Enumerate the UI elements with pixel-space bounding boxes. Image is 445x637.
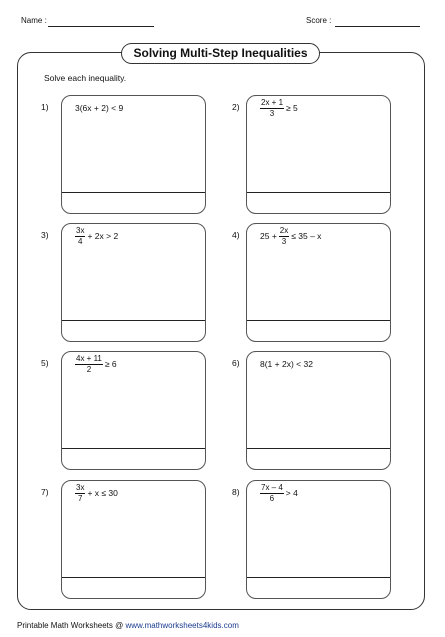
expression-term: + x ≤ 30 (87, 488, 118, 498)
footer-link[interactable]: www.mathworksheets4kids.com (125, 621, 239, 630)
problem-expression (74, 354, 118, 375)
problem-expression (259, 226, 322, 247)
problem-number: 7) (41, 487, 49, 497)
numerator: 4x + 11 (76, 354, 102, 363)
problem-box[interactable] (61, 223, 206, 342)
expression-term: ≤ 35 – x (291, 231, 322, 241)
fraction (75, 354, 103, 375)
denominator: 6 (269, 494, 275, 503)
denominator: 7 (78, 494, 83, 503)
problem-number: 2) (232, 102, 240, 112)
problem-expression (74, 103, 124, 114)
instruction-text: Solve each inequality. (44, 73, 127, 83)
answer-line[interactable] (247, 192, 390, 193)
problem-number: 6) (232, 358, 240, 368)
problem-expression (74, 226, 119, 247)
fraction (260, 98, 284, 119)
expression-term: ≥ 6 (104, 359, 117, 369)
expression-term: ≥ 5 (286, 103, 298, 113)
problem-number: 4) (232, 230, 240, 240)
fraction (75, 483, 85, 504)
problem-number: 5) (41, 358, 49, 368)
answer-line[interactable] (247, 320, 390, 321)
expression-term: + 2x > 2 (87, 231, 119, 241)
numerator: 3x (76, 483, 85, 492)
problem-number: 1) (41, 102, 49, 112)
expression-term: > 4 (285, 488, 298, 498)
numerator: 7x – 4 (261, 483, 283, 492)
name-label: Name : (21, 16, 47, 25)
denominator: 3 (269, 109, 275, 118)
problem-box[interactable] (246, 480, 391, 599)
problem-box[interactable] (61, 480, 206, 599)
name-field[interactable] (48, 26, 154, 27)
score-label: Score : (306, 16, 332, 25)
fraction (279, 226, 289, 247)
numerator: 3x (76, 226, 85, 235)
answer-line[interactable] (247, 577, 390, 578)
problem-box[interactable] (246, 95, 391, 214)
answer-line[interactable] (247, 448, 390, 449)
answer-line[interactable] (62, 577, 205, 578)
denominator: 4 (78, 237, 83, 246)
problem-expression (74, 483, 119, 504)
fraction (75, 226, 85, 247)
problem-number: 3) (41, 230, 49, 240)
answer-line[interactable] (62, 192, 205, 193)
problem-expression (259, 483, 299, 504)
problem-box[interactable] (246, 351, 391, 470)
denominator: 3 (281, 237, 287, 246)
numerator: 2x (279, 226, 289, 235)
expression-term: 25 + (260, 231, 277, 241)
problem-box[interactable] (61, 351, 206, 470)
problem-box[interactable] (61, 95, 206, 214)
score-field[interactable] (335, 26, 420, 27)
footer (17, 621, 239, 631)
answer-line[interactable] (62, 320, 205, 321)
expression-term: 8(1 + 2x) < 32 (260, 359, 313, 369)
problem-expression (259, 98, 299, 119)
fraction (260, 483, 284, 504)
problem-expression (259, 359, 314, 370)
problem-box[interactable] (246, 223, 391, 342)
denominator: 2 (86, 365, 92, 374)
expression-term: 3(6x + 2) < 9 (75, 103, 124, 113)
numerator: 2x + 1 (261, 98, 284, 107)
worksheet-title: Solving Multi-Step Inequalities (121, 43, 320, 64)
answer-line[interactable] (62, 448, 205, 449)
problem-number: 8) (232, 487, 240, 497)
footer-text: Printable Math Worksheets @ (17, 621, 124, 630)
